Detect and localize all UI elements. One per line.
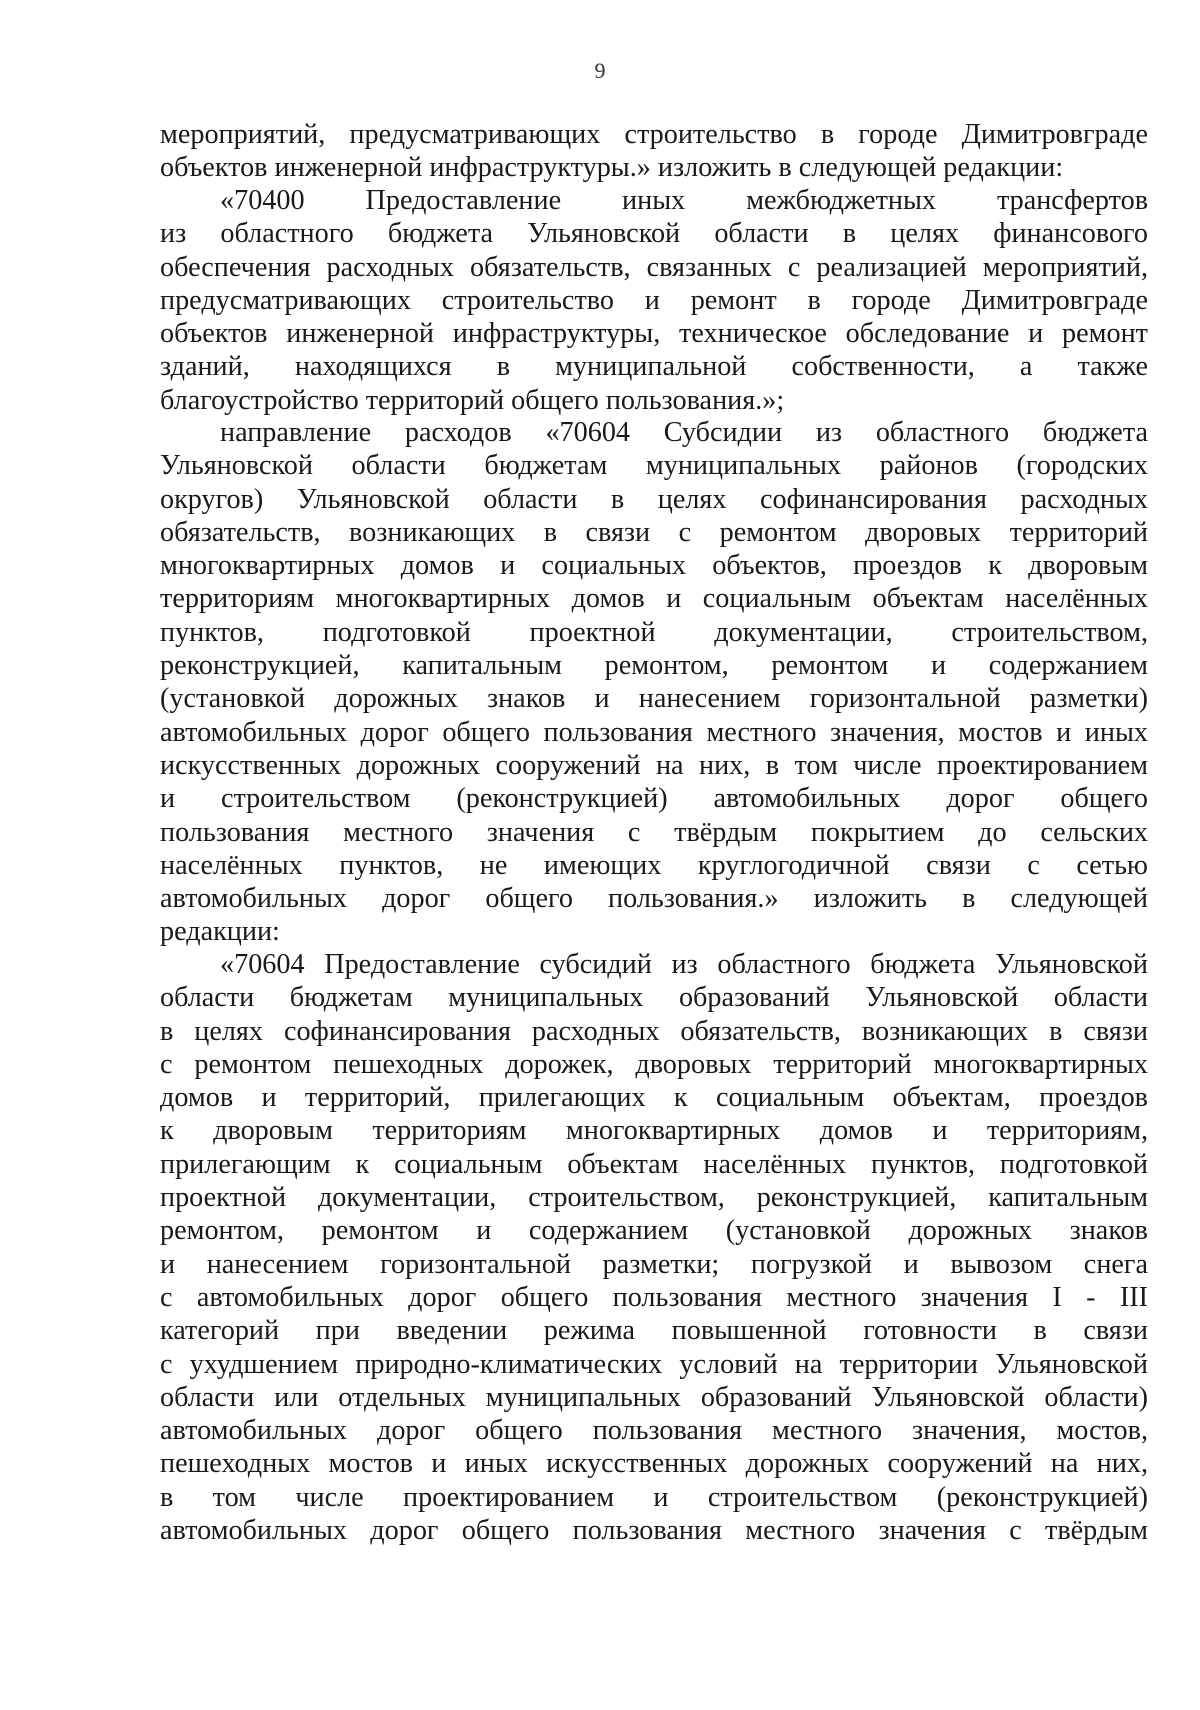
text-line: мероприятий, предусматривающих строительство в городе Димитровграде [160, 119, 1148, 150]
text-line: искусственных дорожных сооружений на них, в том числе проектированием [160, 749, 1148, 781]
text-line: автомобильных дорог общего пользования местного значения с твёрдым [160, 1515, 1148, 1547]
text-line: Ульяновской области бюджетам муниципальных районов (городских [160, 450, 1148, 482]
text-line: реконструкцией, капитальным ремонтом, ремонтом и содержанием [160, 650, 1148, 682]
text-line: направление расходов «70604 Субсидии из областного бюджета [220, 417, 1148, 448]
text-line: пешеходных мостов и иных искусственных дорожных сооружений на них, [160, 1448, 1148, 1480]
text-line: и строительством (реконструкцией) автомобильных дорог общего [160, 783, 1148, 815]
text-line: «70400 Предоставление иных межбюджетных трансфертов [220, 185, 1148, 216]
text-line: и нанесением горизонтальной разметки; погрузкой и вывозом снега [160, 1248, 1148, 1280]
text-line: автомобильных дорог общего пользования.» изложить в следующей [160, 883, 1148, 915]
text-line: обеспечения расходных обязательств, связанных с реализацией мероприятий, [160, 251, 1148, 283]
text-line: территориям многоквартирных домов и социальным объектам населённых [160, 583, 1148, 615]
text-line: населённых пунктов, не имеющих круглогодичной связи с сетью [160, 849, 1148, 881]
text-line: области или отдельных муниципальных образований Ульяновской области) [160, 1381, 1148, 1413]
paragraph-intro-continuation [160, 118, 1148, 185]
text-line: предусматривающих строительство и ремонт в городе Димитровграде [160, 284, 1148, 316]
text-line: в целях софинансирования расходных обязательств, возникающих в связи [160, 1015, 1148, 1047]
text-line: категорий при введении режима повышенной готовности в связи [160, 1315, 1148, 1347]
text-line: обязательств, возникающих в связи с ремонтом дворовых территорий [160, 516, 1148, 548]
text-line: проектной документации, строительством, реконструкцией, капитальным [160, 1182, 1148, 1214]
text-line: пунктов, подготовкой проектной документации, строительством, [160, 616, 1148, 648]
paragraph-70604-old-wording [160, 416, 1148, 949]
text-line: благоустройство территорий общего пользования.»; [160, 384, 785, 416]
text-line: редакции: [160, 916, 280, 948]
text-line: автомобильных дорог общего пользования местного значения, мостов и иных [160, 716, 1148, 748]
text-line: объектов инженерной инфраструктуры.» изложить в следующей редакции: [160, 152, 1064, 184]
text-line: к дворовым территориям многоквартирных домов и территориям, [160, 1115, 1148, 1147]
text-line: ремонтом, ремонтом и содержанием (установкой дорожных знаков [160, 1215, 1148, 1247]
text-line: многоквартирных домов и социальных объектов, проездов к дворовым [160, 550, 1148, 582]
text-line: пользования местного значения с твёрдым покрытием до сельских [160, 816, 1148, 848]
text-line: с ухудшением природно-климатических условий на территории Ульяновской [160, 1348, 1148, 1380]
text-line: прилегающим к социальным объектам населённых пунктов, подготовкой [160, 1148, 1148, 1180]
text-line: из областного бюджета Ульяновской области в целях финансового [160, 218, 1148, 250]
paragraph-70604-new-wording [160, 948, 1148, 1547]
text-line: объектов инженерной инфраструктуры, техническое обследование и ремонт [160, 318, 1148, 350]
text-line: с автомобильных дорог общего пользования местного значения I - III [160, 1281, 1148, 1313]
text-line: (установкой дорожных знаков и нанесением горизонтальной разметки) [160, 683, 1148, 715]
text-line: зданий, находящихся в муниципальной собственности, а также [160, 351, 1148, 383]
text-line: домов и территорий, прилегающих к социальным объектам, проездов [160, 1082, 1148, 1114]
text-line: «70604 Предоставление субсидий из областного бюджета Ульяновской [220, 949, 1148, 980]
text-line: области бюджетам муниципальных образований Ульяновской области [160, 982, 1148, 1014]
text-line: в том числе проектированием и строительством (реконструкцией) [160, 1481, 1148, 1513]
text-line: округов) Ульяновской области в целях софинансирования расходных [160, 483, 1148, 515]
paragraph-70400-new-wording [160, 184, 1148, 417]
text-line: с ремонтом пешеходных дорожек, дворовых территорий многоквартирных [160, 1048, 1148, 1080]
page-number: 9 [594, 58, 606, 83]
text-line: автомобильных дорог общего пользования местного значения, мостов, [160, 1415, 1148, 1447]
